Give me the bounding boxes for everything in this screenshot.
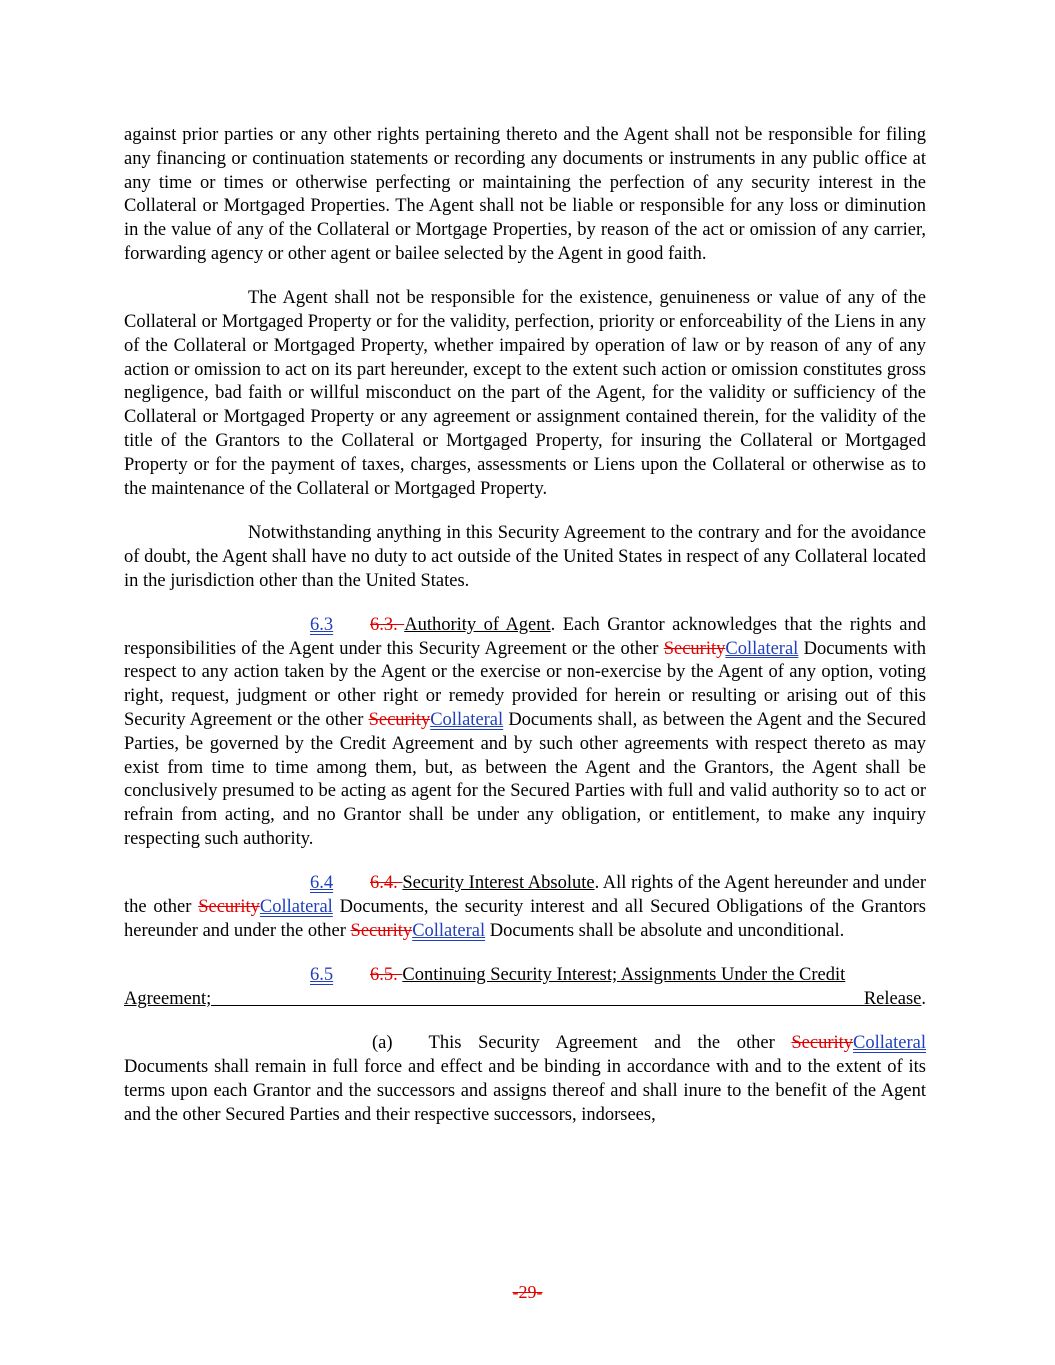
section-6-3 (124, 614, 926, 852)
section-6-3-new-number: 6.3 (310, 614, 334, 635)
section-6-5-heading: Continuing Security Interest; Assignments Under the Credit Agreement; Release (124, 965, 922, 1009)
paragraph-agent-not-responsible-existence: The Agent shall not be responsible for the existence, genuineness or value of any of the Collateral or Mortgaged Property or for the validity, perfection, priority or enforceability of the Liens in any of the Collateral or Mortgaged Property, whether impaired by operation of law or by reason of any of any action or omission to act on its part hereunder, except to the extent such action or omission constitutes gross negligence, bad faith or willful misconduct on the part of the Agent, for the validity or sufficiency of the Collateral or Mortgaged Property or any agreement or assignment contained therein, for the validity of the title of the Grantors to the Collateral or Mortgaged Property, for insuring the Collateral or Mortgaged Property or for the payment of taxes, charges, assessments or Liens upon the Collateral or otherwise as to the maintenance of the Collateral or Mortgaged Property. (124, 288, 926, 499)
inserted-text: Collateral (853, 1033, 926, 1054)
section-6-3-heading: Authority of Agent (404, 614, 551, 635)
section-6-5 (124, 964, 926, 1012)
paragraph-agent-not-responsible-filing: against prior parties or any other rights pertaining thereto and the Agent shall not be responsible for filing any financing or continuation statements or recording any documents or instruments in any public office at any time or times or otherwise perfecting or maintaining the perfection of any security interest in the Collateral or Mortgaged Properties. The Agent shall not be liable or responsible for any loss or diminution in the value of any of the Collateral or Mortgage Properties, by reason of the act or omission of any carrier, forwarding agency or other agent or bailee selected by the Agent in good faith. (124, 125, 926, 264)
inserted-text: Collateral (430, 710, 504, 731)
subsection-label: (a) (372, 1033, 393, 1054)
section-6-5-new-number: 6.5 (310, 965, 334, 986)
section-6-4 (124, 872, 926, 943)
document-page (124, 124, 926, 1148)
section-6-4-new-number: 6.4 (310, 873, 334, 894)
section-6-5-a-text-1: This Security Agreement and the other (428, 1033, 792, 1054)
inserted-text: Collateral (412, 920, 486, 941)
section-6-4-deleted-number: 6.4. (370, 873, 403, 894)
section-6-3-text-3: Documents shall, as between the Agent and the Secured Parties, be governed by the Credit Agreement and by such other agreements with respect thereto as may exist from time to time among them, but, as between the Agent and the Grantors, the Agent shall be conclusively presumed to be acting as agent for the Secured Parties with full and valid authority so to act or refrain from acting, and no Grantor shall be under any obligation, or entitlement, to make any inquiry respecting such authority. (124, 710, 927, 850)
section-6-3-text-1: . Each Grantor acknowledges that the rights and responsibilities of the Agent under this Security Agreement or the other (124, 614, 927, 659)
section-6-5-text-1: . (921, 989, 926, 1009)
section-6-3-deleted-number: 6.3. (370, 614, 405, 635)
section-6-4-text-1: . All rights of the Agent hereunder and under the other (124, 873, 927, 918)
section-6-5-a-text-2: Documents shall remain in full force and effect and be binding in accordance with and to the extent of its terms upon each Grantor and the successors and assigns thereof and shall inure to the benefit of the Agent and the other Secured Parties and their respective successors, indorsees, (124, 1057, 926, 1125)
section-6-4-text-3: Documents shall be absolute and unconditional. (485, 920, 845, 941)
section-6-4-text-2: Documents, the security interest and all Secured Obligations of the Grantors hereunder and under the other (124, 897, 926, 941)
section-6-4-heading: Security Interest Absolute (402, 873, 595, 894)
section-6-5-deleted-number: 6.5. (370, 965, 403, 986)
paragraph-notwithstanding: Notwithstanding anything in this Security Agreement to the contrary and for the avoidance of doubt, the Agent shall have no duty to act outside of the United States in respect of any Collateral located in the jurisdiction other than the United States. (124, 522, 926, 591)
inserted-text: Collateral (725, 638, 799, 659)
deleted-text: Security (663, 638, 726, 659)
deleted-text: Security (198, 897, 260, 918)
inserted-text: Collateral (259, 897, 333, 918)
deleted-text: Security (791, 1033, 854, 1054)
deleted-text: Security (368, 710, 431, 731)
deleted-text: Security (350, 920, 413, 941)
section-6-5-a (124, 1032, 926, 1127)
section-6-3-text-2: Documents with respect to any action taken by the Agent or the exercise or non-exercise by the Agent of any option, voting right, request, judgment or other right or remedy provided for herein or resulting or arising out of this Security Agreement or the other (124, 638, 926, 731)
page-number: -29- (512, 1282, 543, 1302)
